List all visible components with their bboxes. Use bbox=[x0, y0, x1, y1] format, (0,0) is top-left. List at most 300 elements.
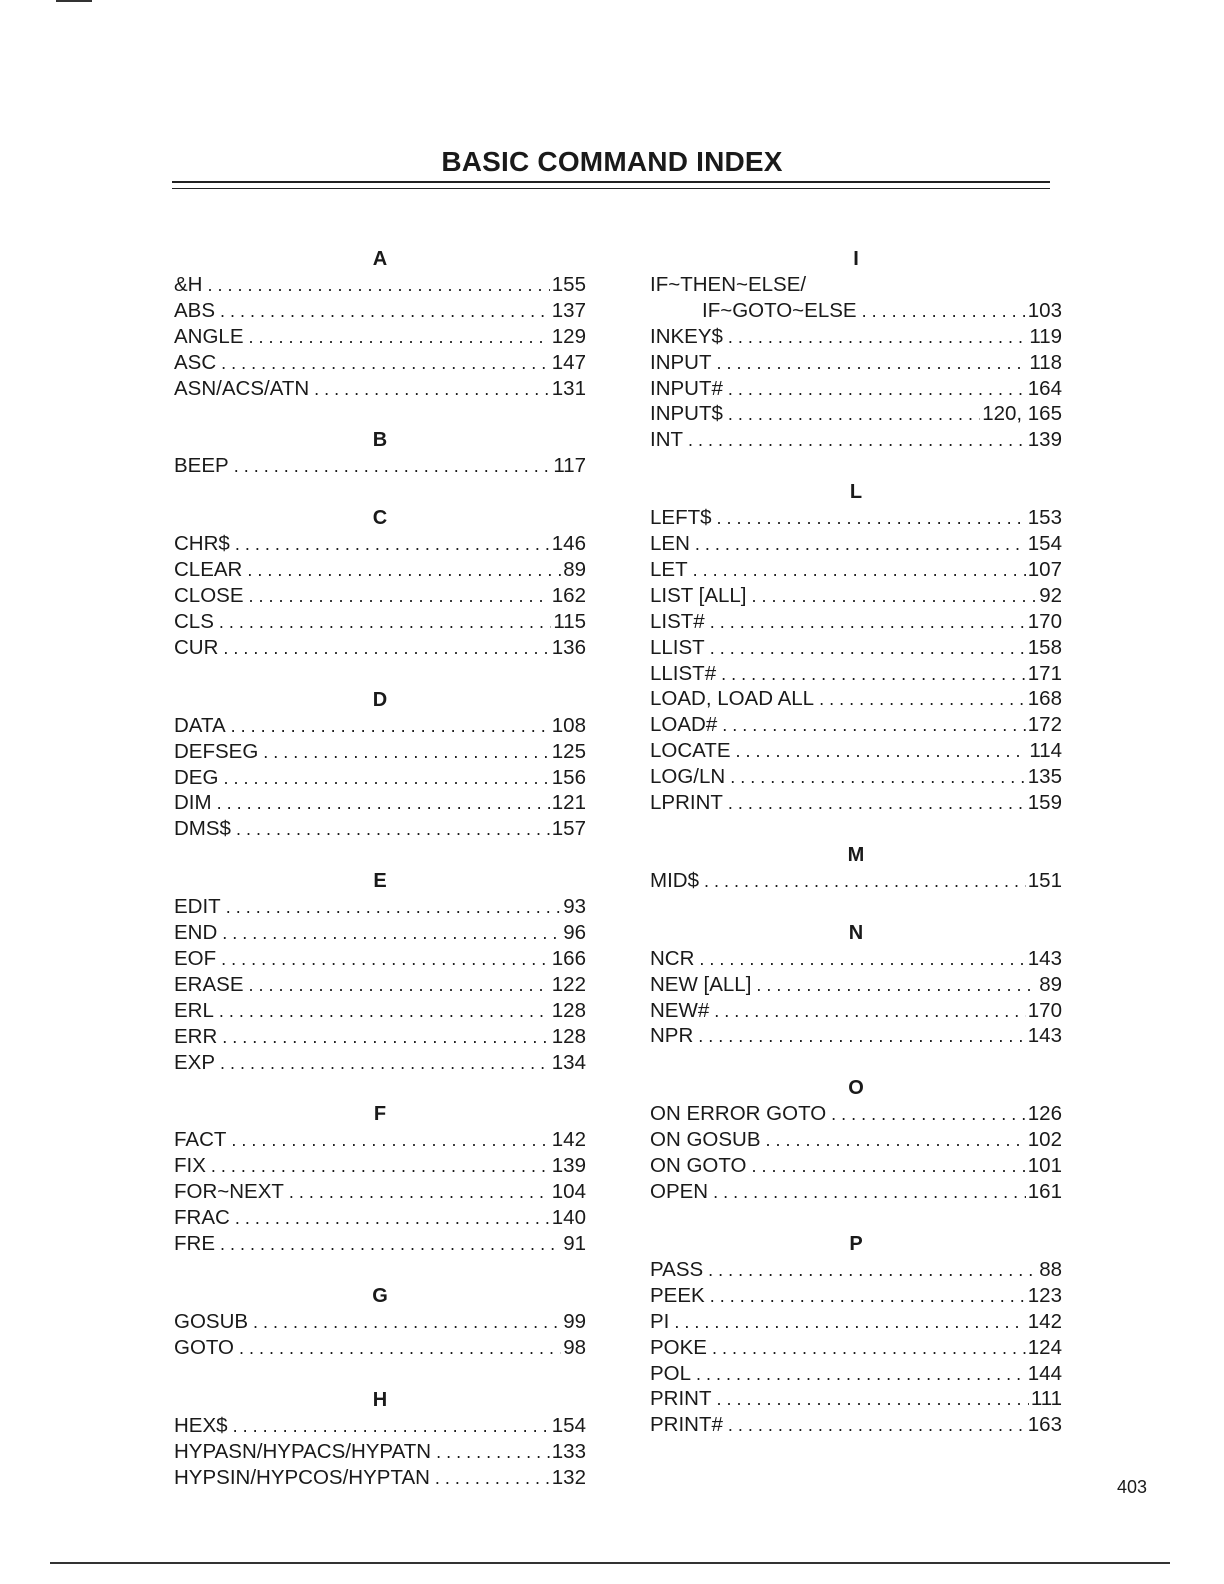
entry-name-line1: IF~THEN~ELSE/ bbox=[650, 273, 807, 296]
index-section bbox=[174, 1387, 586, 1491]
dot-leader bbox=[249, 325, 550, 351]
entry-page-number: 154 bbox=[1027, 532, 1062, 556]
section-gap bbox=[174, 401, 586, 427]
dot-leader bbox=[717, 506, 1026, 532]
index-entry bbox=[174, 531, 586, 557]
index-entry bbox=[174, 1335, 586, 1361]
dot-leader bbox=[253, 1310, 561, 1336]
entry-name: CUR bbox=[174, 635, 219, 659]
section-gap bbox=[174, 1361, 586, 1387]
index-entry bbox=[174, 376, 586, 402]
index-entry bbox=[650, 1361, 1062, 1387]
index-section bbox=[650, 479, 1062, 816]
dot-leader bbox=[234, 454, 552, 480]
entry-page-number: 120, 165 bbox=[982, 402, 1062, 426]
dot-leader bbox=[714, 999, 1026, 1025]
index-entry bbox=[650, 1257, 1062, 1283]
index-entry bbox=[650, 350, 1062, 376]
section-gap bbox=[174, 1075, 586, 1101]
entry-page-number: 143 bbox=[1027, 1024, 1062, 1048]
dot-leader bbox=[221, 947, 550, 973]
index-entry bbox=[174, 1024, 586, 1050]
index-entry bbox=[174, 1127, 586, 1153]
index-entry bbox=[174, 609, 586, 635]
entry-name: PRINT# bbox=[650, 1413, 723, 1437]
entry-page-number: 142 bbox=[551, 1128, 586, 1152]
index-entry bbox=[174, 713, 586, 739]
index-section bbox=[650, 1231, 1062, 1438]
entry-name: PASS bbox=[650, 1257, 704, 1281]
entry-name: LIST# bbox=[650, 609, 705, 633]
index-entry bbox=[650, 868, 1062, 894]
entry-page-number: 133 bbox=[551, 1439, 586, 1463]
index-section bbox=[650, 842, 1062, 894]
dot-leader bbox=[231, 714, 550, 740]
section-gap bbox=[174, 479, 586, 505]
section-gap bbox=[650, 1205, 1062, 1231]
index-entry bbox=[650, 376, 1062, 402]
index-entry bbox=[650, 1101, 1062, 1127]
entry-name: HYPASN/HYPACS/HYPATN bbox=[174, 1439, 432, 1463]
dot-leader bbox=[708, 1258, 1037, 1284]
entry-page-number: 140 bbox=[551, 1206, 586, 1230]
section-letter: G bbox=[372, 1284, 388, 1307]
entry-name: DMS$ bbox=[174, 817, 231, 841]
entry-page-number: 92 bbox=[1039, 583, 1062, 607]
entry-name: PRINT bbox=[650, 1387, 712, 1411]
dot-leader bbox=[223, 766, 549, 792]
entry-name: ON ERROR GOTO bbox=[650, 1102, 827, 1126]
dot-leader bbox=[219, 610, 551, 636]
index-entry bbox=[174, 1050, 586, 1076]
entry-page-number: 126 bbox=[1027, 1102, 1062, 1126]
dot-leader bbox=[712, 1336, 1026, 1362]
index-entry bbox=[650, 686, 1062, 712]
section-letter: L bbox=[849, 481, 863, 504]
dot-leader bbox=[314, 377, 550, 403]
dot-leader bbox=[713, 1180, 1026, 1206]
entry-name: GOTO bbox=[174, 1335, 234, 1359]
entry-name: EOF bbox=[174, 947, 217, 971]
entry-name: LPRINT bbox=[650, 791, 723, 815]
section-letter: D bbox=[372, 688, 388, 711]
index-entry bbox=[174, 972, 586, 998]
entry-page-number: 147 bbox=[551, 350, 586, 374]
index-entry bbox=[174, 1465, 586, 1491]
entry-page-number: 111 bbox=[1030, 1387, 1062, 1411]
entry-name: ERASE bbox=[174, 972, 244, 996]
entry-page-number: 164 bbox=[1027, 376, 1062, 400]
dot-leader bbox=[730, 765, 1026, 791]
entry-page-number: 108 bbox=[551, 713, 586, 737]
entry-name: IF~GOTO~ELSE bbox=[702, 298, 857, 322]
index-entry bbox=[174, 453, 586, 479]
entry-page-number: 166 bbox=[551, 947, 586, 971]
entry-name: OPEN bbox=[650, 1180, 709, 1204]
dot-leader bbox=[728, 325, 1027, 351]
index-entry bbox=[174, 1309, 586, 1335]
index-entry bbox=[650, 557, 1062, 583]
entry-name: &H bbox=[174, 273, 203, 296]
section-letter: E bbox=[373, 870, 387, 893]
entry-name: FOR~NEXT bbox=[174, 1180, 284, 1204]
entry-page-number: 129 bbox=[551, 324, 586, 348]
dot-leader bbox=[435, 1466, 550, 1492]
entry-name: PEEK bbox=[650, 1283, 705, 1307]
title-rule bbox=[172, 181, 1050, 183]
entry-name: ASC bbox=[174, 350, 217, 374]
index-entry bbox=[650, 531, 1062, 557]
section-letter: M bbox=[847, 843, 865, 866]
index-entry bbox=[174, 557, 586, 583]
index-entry bbox=[174, 1179, 586, 1205]
section-letter: O bbox=[848, 1077, 864, 1100]
index-entry bbox=[174, 635, 586, 661]
index-entry bbox=[650, 609, 1062, 635]
entry-name: LET bbox=[650, 558, 688, 582]
dot-leader bbox=[222, 921, 561, 947]
index-entry bbox=[650, 1335, 1062, 1361]
entry-name: LLIST bbox=[650, 635, 705, 659]
dot-leader bbox=[436, 1440, 550, 1466]
entry-page-number: 139 bbox=[1027, 428, 1062, 452]
dot-leader bbox=[217, 791, 550, 817]
entry-name: DEFSEG bbox=[174, 739, 259, 763]
section-letter: C bbox=[372, 507, 388, 530]
entry-page-number: 88 bbox=[1039, 1257, 1062, 1281]
dot-leader bbox=[235, 532, 550, 558]
index-entry bbox=[650, 738, 1062, 764]
entry-name: LOAD, LOAD ALL bbox=[650, 687, 815, 711]
index-entry bbox=[174, 350, 586, 376]
dot-leader bbox=[819, 687, 1026, 713]
index-entry bbox=[650, 972, 1062, 998]
entry-name: FIX bbox=[174, 1154, 206, 1178]
index-entry bbox=[174, 324, 586, 350]
index-entry bbox=[650, 1412, 1062, 1438]
entry-page-number: 163 bbox=[1027, 1413, 1062, 1437]
dot-leader bbox=[220, 1051, 550, 1077]
index-section bbox=[174, 427, 586, 479]
index-entry bbox=[650, 1023, 1062, 1049]
section-letter: H bbox=[372, 1388, 388, 1411]
dot-leader bbox=[688, 428, 1026, 454]
index-column-left bbox=[174, 246, 586, 1490]
index-section bbox=[174, 246, 586, 401]
dot-leader bbox=[674, 1310, 1025, 1336]
entry-name: MID$ bbox=[650, 868, 699, 892]
dot-leader bbox=[710, 610, 1026, 636]
index-entry bbox=[650, 427, 1062, 453]
index-entry bbox=[650, 401, 1062, 427]
index-entry bbox=[174, 739, 586, 765]
index-entry bbox=[174, 1205, 586, 1231]
dot-leader bbox=[717, 351, 1028, 377]
entry-page-number: 144 bbox=[1027, 1361, 1062, 1385]
entry-name: ASN/ACS/ATN bbox=[174, 376, 310, 400]
dot-leader bbox=[233, 1414, 550, 1440]
entry-page-number: 128 bbox=[551, 1024, 586, 1048]
entry-page-number: 93 bbox=[563, 895, 586, 919]
entry-name: FRAC bbox=[174, 1206, 230, 1230]
dot-leader bbox=[226, 895, 561, 921]
entry-name: HYPSIN/HYPCOS/HYPTAN bbox=[174, 1465, 430, 1489]
entry-page-number: 118 bbox=[1029, 350, 1062, 374]
entry-name: PI bbox=[650, 1309, 670, 1333]
entry-page-number: 125 bbox=[551, 739, 586, 763]
index-entry bbox=[174, 272, 586, 298]
index-entry bbox=[650, 1309, 1062, 1335]
entry-name: ERR bbox=[174, 1024, 218, 1048]
entry-page-number: 101 bbox=[1027, 1154, 1062, 1178]
entry-name: EDIT bbox=[174, 895, 221, 919]
dot-leader bbox=[699, 947, 1025, 973]
section-gap bbox=[650, 1049, 1062, 1075]
index-entry bbox=[650, 998, 1062, 1024]
index-entry bbox=[174, 583, 586, 609]
dot-leader bbox=[698, 1024, 1025, 1050]
section-gap bbox=[650, 816, 1062, 842]
index-entry bbox=[650, 946, 1062, 972]
page-number: 403 bbox=[1117, 1477, 1148, 1497]
entry-page-number: 131 bbox=[551, 376, 586, 400]
entry-name: FACT bbox=[174, 1128, 227, 1152]
dot-leader bbox=[223, 636, 549, 662]
dot-leader bbox=[221, 351, 550, 377]
index-entry bbox=[650, 712, 1062, 738]
index-entry bbox=[174, 998, 586, 1024]
dot-leader bbox=[289, 1180, 550, 1206]
entry-page-number: 156 bbox=[551, 765, 586, 789]
dot-leader bbox=[211, 1154, 550, 1180]
entry-name: INKEY$ bbox=[650, 324, 723, 348]
dot-leader bbox=[249, 584, 550, 610]
entry-name: BEEP bbox=[174, 454, 229, 478]
dot-leader bbox=[219, 999, 550, 1025]
entry-page-number: 122 bbox=[551, 972, 586, 996]
dot-leader bbox=[756, 973, 1037, 999]
entry-page-number: 107 bbox=[1027, 558, 1062, 582]
entry-page-number: 104 bbox=[551, 1180, 586, 1204]
entry-page-number: 124 bbox=[1027, 1335, 1062, 1359]
entry-name: LOAD# bbox=[650, 713, 718, 737]
entry-page-number: 136 bbox=[551, 635, 586, 659]
entry-name: ON GOTO bbox=[650, 1154, 747, 1178]
dot-leader bbox=[710, 636, 1026, 662]
dot-leader bbox=[736, 739, 1028, 765]
dot-leader bbox=[236, 817, 550, 843]
dot-leader bbox=[704, 869, 1026, 895]
entry-name: CHR$ bbox=[174, 532, 230, 556]
dot-leader bbox=[220, 299, 550, 325]
entry-page-number: 115 bbox=[553, 610, 586, 634]
entry-page-number: 158 bbox=[1027, 635, 1062, 659]
entry-name: LEFT$ bbox=[650, 506, 712, 530]
entry-name: EXP bbox=[174, 1050, 216, 1074]
entry-page-number: 162 bbox=[551, 584, 586, 608]
index-entry bbox=[650, 1283, 1062, 1309]
index-entry bbox=[174, 1439, 586, 1465]
entry-page-number: 132 bbox=[551, 1465, 586, 1489]
index-entry bbox=[174, 1413, 586, 1439]
entry-name: CLS bbox=[174, 610, 214, 634]
dot-leader bbox=[696, 1362, 1026, 1388]
dot-leader bbox=[751, 584, 1037, 610]
entry-page-number: 134 bbox=[551, 1050, 586, 1074]
dot-leader bbox=[728, 402, 980, 428]
entry-page-number: 99 bbox=[563, 1309, 586, 1333]
entry-page-number: 89 bbox=[563, 558, 586, 582]
dot-leader bbox=[862, 299, 1026, 325]
index-entry bbox=[174, 765, 586, 791]
dot-leader bbox=[263, 740, 549, 766]
entry-name: LEN bbox=[650, 532, 690, 556]
dot-leader bbox=[220, 1232, 561, 1258]
dot-leader bbox=[766, 1128, 1026, 1154]
entry-page-number: 171 bbox=[1027, 661, 1062, 685]
entry-page-number: 137 bbox=[551, 298, 586, 322]
entry-page-number: 89 bbox=[1039, 972, 1062, 996]
index-column-right bbox=[650, 246, 1062, 1438]
section-gap bbox=[650, 894, 1062, 920]
entry-name: LOCATE bbox=[650, 739, 731, 763]
entry-page-number: 121 bbox=[551, 791, 586, 815]
entry-name: NCR bbox=[650, 946, 695, 970]
entry-page-number: 135 bbox=[1027, 765, 1062, 789]
entry-page-number: 151 bbox=[1027, 868, 1062, 892]
bottom-edge-line bbox=[50, 1562, 1170, 1564]
page-title: BASIC COMMAND INDEX bbox=[441, 146, 783, 177]
entry-page-number: 139 bbox=[551, 1154, 586, 1178]
dot-leader bbox=[207, 273, 549, 299]
dot-leader bbox=[721, 662, 1026, 688]
index-section bbox=[650, 1075, 1062, 1205]
index-section bbox=[174, 1283, 586, 1361]
entry-name: LLIST# bbox=[650, 661, 717, 685]
index-entry bbox=[650, 661, 1062, 687]
entry-name: ABS bbox=[174, 298, 216, 322]
entry-name: LIST [ALL] bbox=[650, 583, 747, 607]
index-entry bbox=[174, 298, 586, 324]
dot-leader bbox=[239, 1336, 561, 1362]
entry-page-number: 170 bbox=[1027, 609, 1062, 633]
index-entry bbox=[650, 764, 1062, 790]
entry-page-number: 155 bbox=[551, 273, 586, 296]
dot-leader bbox=[249, 973, 550, 999]
entry-name: END bbox=[174, 921, 218, 945]
entry-page-number: 143 bbox=[1027, 946, 1062, 970]
entry-name: ERL bbox=[174, 998, 214, 1022]
entry-page-number: 117 bbox=[553, 454, 586, 478]
entry-name: NPR bbox=[650, 1024, 694, 1048]
entry-name: ON GOSUB bbox=[650, 1128, 761, 1152]
entry-page-number: 103 bbox=[1027, 298, 1062, 322]
section-gap bbox=[650, 453, 1062, 479]
entry-name: LOG/LN bbox=[650, 765, 726, 789]
index-entry bbox=[650, 1127, 1062, 1153]
entry-page-number: 168 bbox=[1027, 687, 1062, 711]
entry-page-number: 142 bbox=[1027, 1309, 1062, 1333]
section-letter: N bbox=[848, 921, 864, 944]
entry-page-number: 102 bbox=[1027, 1128, 1062, 1152]
entry-name: DATA bbox=[174, 713, 226, 737]
dot-leader bbox=[247, 558, 561, 584]
entry-name: INT bbox=[650, 428, 684, 452]
entry-page-number: 119 bbox=[1029, 324, 1062, 348]
index-entry bbox=[650, 505, 1062, 531]
entry-name: CLEAR bbox=[174, 558, 243, 582]
index-entry bbox=[174, 894, 586, 920]
section-letter: B bbox=[372, 429, 388, 452]
index-section bbox=[174, 868, 586, 1075]
section-gap bbox=[174, 842, 586, 868]
index-section bbox=[650, 920, 1062, 1050]
dot-leader bbox=[728, 791, 1026, 817]
entry-name: POL bbox=[650, 1361, 692, 1385]
entry-name: FRE bbox=[174, 1232, 215, 1256]
entry-page-number: 96 bbox=[563, 921, 586, 945]
index-entry bbox=[174, 816, 586, 842]
index-entry bbox=[650, 1179, 1062, 1205]
entry-name: GOSUB bbox=[174, 1309, 249, 1333]
entry-page-number: 128 bbox=[551, 998, 586, 1022]
entry-page-number: 114 bbox=[1029, 739, 1062, 763]
section-letter: P bbox=[849, 1232, 863, 1255]
entry-name: POKE bbox=[650, 1335, 707, 1359]
dot-leader bbox=[235, 1206, 550, 1232]
index-entry bbox=[650, 790, 1062, 816]
corner-mark bbox=[56, 0, 92, 2]
entry-page-number: 157 bbox=[551, 817, 586, 841]
index-entry bbox=[650, 1386, 1062, 1412]
entry-page-number: 91 bbox=[563, 1232, 586, 1256]
title-rule-thin bbox=[172, 188, 1050, 189]
section-gap bbox=[174, 1257, 586, 1283]
section-letter: I bbox=[853, 248, 859, 270]
entry-name: INPUT# bbox=[650, 376, 723, 400]
entry-page-number: 146 bbox=[551, 532, 586, 556]
index-entry bbox=[650, 583, 1062, 609]
index-section bbox=[174, 1101, 586, 1256]
index-entry bbox=[650, 1153, 1062, 1179]
entry-page-number: 159 bbox=[1027, 791, 1062, 815]
entry-page-number: 170 bbox=[1027, 998, 1062, 1022]
entry-name: INPUT bbox=[650, 350, 712, 374]
dot-leader bbox=[722, 713, 1026, 739]
entry-name: HEX$ bbox=[174, 1413, 228, 1437]
entry-page-number: 123 bbox=[1027, 1283, 1062, 1307]
entry-page-number: 161 bbox=[1027, 1180, 1062, 1204]
dot-leader bbox=[222, 1025, 549, 1051]
entry-page-number: 172 bbox=[1027, 713, 1062, 737]
dot-leader bbox=[717, 1387, 1029, 1413]
section-gap bbox=[174, 661, 586, 687]
entry-name: ANGLE bbox=[174, 324, 244, 348]
index-section bbox=[174, 505, 586, 660]
entry-page-number: 153 bbox=[1027, 506, 1062, 530]
dot-leader bbox=[728, 377, 1026, 403]
index-section bbox=[650, 246, 1062, 453]
dot-leader bbox=[231, 1128, 549, 1154]
dot-leader bbox=[710, 1284, 1026, 1310]
dot-leader bbox=[728, 1413, 1026, 1439]
entry-name: NEW [ALL] bbox=[650, 972, 752, 996]
index-entry bbox=[174, 1231, 586, 1257]
entry-name: DIM bbox=[174, 791, 212, 815]
index-entry bbox=[174, 790, 586, 816]
section-letter: F bbox=[373, 1103, 387, 1126]
dot-leader bbox=[751, 1154, 1025, 1180]
